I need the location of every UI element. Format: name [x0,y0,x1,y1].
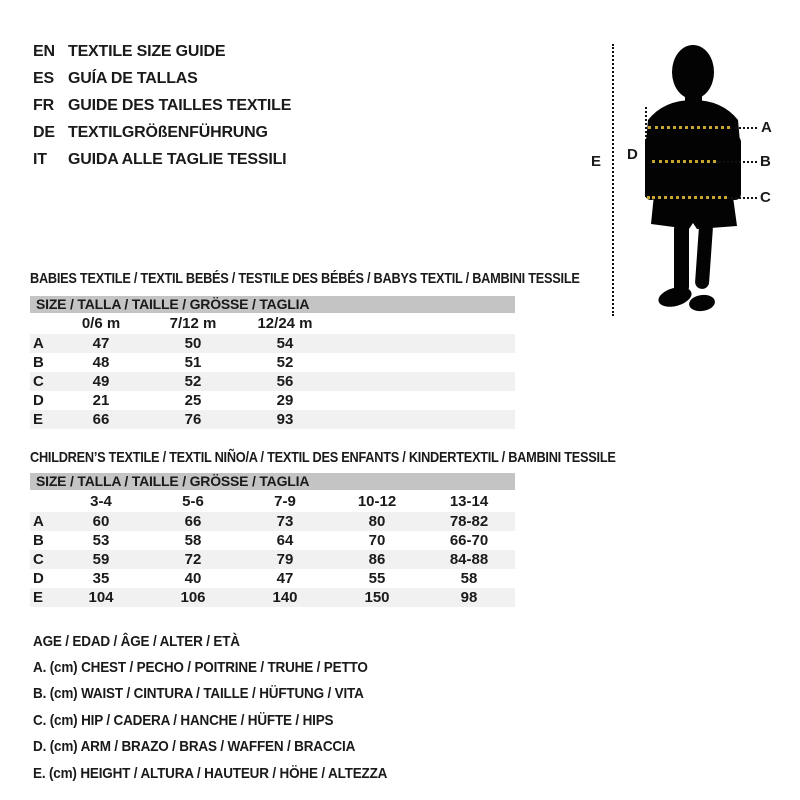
cell: 64 [276,532,294,549]
cell: 78-82 [449,513,489,530]
lang-row-es [33,65,291,92]
lang-title: GUIDA ALLE TAGLIE TESSILI [68,150,287,168]
children-size-header-bar: SIZE / TALLA / TAILLE / GRÖSSE / TAGLIA [30,473,515,490]
cell: 140 [272,589,298,606]
cell: 35 [92,570,110,587]
cell: 106 [180,589,206,606]
cell: 70 [368,532,386,549]
chest-line-dotted-yellow [648,126,730,129]
torso-measure-label: D [627,146,638,163]
cell: 50 [184,335,202,352]
babies-size-table [30,296,515,429]
legend-text: E. (cm) HEIGHT / ALTURA / HAUTEUR / HÖHE / ALTEZZA [33,764,388,782]
cell: 80 [368,513,386,530]
cell: 73 [276,513,294,530]
children-col-3-4: 3-4 [90,492,112,510]
babies-col-7-12m: 7/12 m [169,315,217,332]
cell: 53 [92,532,110,549]
babies-section-title [30,270,677,287]
cell: 58 [184,532,202,549]
babies-col-0-6m: 0/6 m [81,315,121,332]
child-silhouette [640,40,746,315]
cell: 25 [184,392,202,409]
cell: 55 [368,570,386,587]
cell: 79 [276,551,294,568]
cell: 52 [276,354,294,371]
children-title-text: CHILDREN’S TEXTILE / TEXTIL NIÑO/A / TEXTIL DES ENFANTS / KINDERTEXTIL / BAMBINI TESSILE [30,449,616,466]
cell: 52 [184,373,202,390]
children-column-headers [30,490,515,512]
legend-waist [33,681,427,707]
lang-title: GUÍA DE TALLAS [68,69,198,87]
cell: 86 [368,551,386,568]
cell: 98 [460,589,478,606]
height-measure-label: E [591,153,602,170]
children-section-title [30,449,719,466]
table-row [30,512,515,531]
cell: 76 [184,411,202,428]
table-row [30,372,515,391]
children-col-13-14: 13-14 [449,492,489,510]
measurement-legend [33,628,427,786]
table-row [30,391,515,410]
cell: 59 [92,551,110,568]
lang-code: EN [33,42,55,60]
hip-leader-line [727,197,757,199]
table-row [30,334,515,353]
cell: 54 [276,335,294,352]
cell: 47 [276,570,294,587]
lang-title: GUIDE DES TAILLES TEXTILE [68,96,292,114]
cell: 48 [92,354,110,371]
babies-column-headers [30,313,515,334]
row-label: B [33,354,44,371]
table-row [30,410,515,429]
lang-title: TEXTILE SIZE GUIDE [68,42,226,60]
legend-text: A. (cm) CHEST / PECHO / POITRINE / TRUHE / PETTO [33,659,368,677]
cell: 40 [184,570,202,587]
children-col-7-9: 7-9 [274,492,296,510]
cell: 66 [92,411,110,428]
lang-code: FR [33,96,54,114]
cell: 60 [92,513,110,530]
cell: 29 [276,392,294,409]
cell: 104 [88,589,114,606]
chest-leader-line [730,127,757,129]
row-label: A [33,335,44,352]
legend-text: AGE / EDAD / ÂGE / ALTER / ETÀ [33,632,240,650]
lang-row-en [33,38,291,65]
cell: 72 [184,551,202,568]
table-row [30,531,515,550]
babies-size-header-bar: SIZE / TALLA / TAILLE / GRÖSSE / TAGLIA [30,296,515,313]
children-col-5-6: 5-6 [182,492,204,510]
lang-code: ES [33,69,54,87]
row-label: E [33,589,44,606]
table-row [30,588,515,607]
waist-line-dotted-yellow [652,160,716,163]
legend-chest [33,654,427,680]
lang-title: TEXTILGRÖßENFÜHRUNG [68,123,268,141]
children-size-table [30,473,515,607]
waist-label: B [760,153,771,170]
lang-code: IT [33,150,47,168]
cell: 84-88 [449,551,489,568]
cell: 150 [364,589,390,606]
lang-row-fr [33,92,291,119]
legend-text: C. (cm) HIP / CADERA / HANCHE / HÜFTE / HIPS [33,711,334,729]
table-row [30,353,515,372]
legend-hip [33,707,427,733]
table-row [30,569,515,588]
cell: 66 [184,513,202,530]
cell: 21 [92,392,110,409]
babies-title-text: BABIES TEXTILE / TEXTIL BEBÉS / TESTILE DES BÉBÉS / BABYS TEXTIL / BAMBINI TESSILE [30,270,580,287]
children-col-10-12: 10-12 [357,492,397,510]
row-label: B [33,532,44,549]
babies-col-12-24m: 12/24 m [257,315,313,332]
cell: 93 [276,411,294,428]
cell: 66-70 [449,532,489,549]
row-label: C [33,373,44,390]
lang-row-de [33,119,291,146]
row-label: D [33,570,44,587]
cell: 49 [92,373,110,390]
legend-arm [33,734,427,760]
lang-code: DE [33,123,55,141]
cell: 58 [460,570,478,587]
row-label: E [33,411,44,428]
cell: 56 [276,373,294,390]
legend-text: D. (cm) ARM / BRAZO / BRAS / WAFFEN / BRACCIA [33,738,356,756]
row-label: C [33,551,44,568]
legend-height [33,760,427,786]
cell: 47 [92,335,110,352]
row-label: D [33,392,44,409]
lang-row-it [33,146,291,173]
legend-text: B. (cm) WAIST / CINTURA / TAILLE / HÜFTUNG / VITA [33,685,364,703]
language-list [33,38,291,173]
row-label: A [33,513,44,530]
table-row [30,550,515,569]
hip-label: C [760,189,771,206]
chest-label: A [761,119,772,136]
legend-age [33,628,427,654]
hip-line-dotted-yellow [647,196,727,199]
cell: 51 [184,354,202,371]
waist-leader-line [716,161,757,163]
